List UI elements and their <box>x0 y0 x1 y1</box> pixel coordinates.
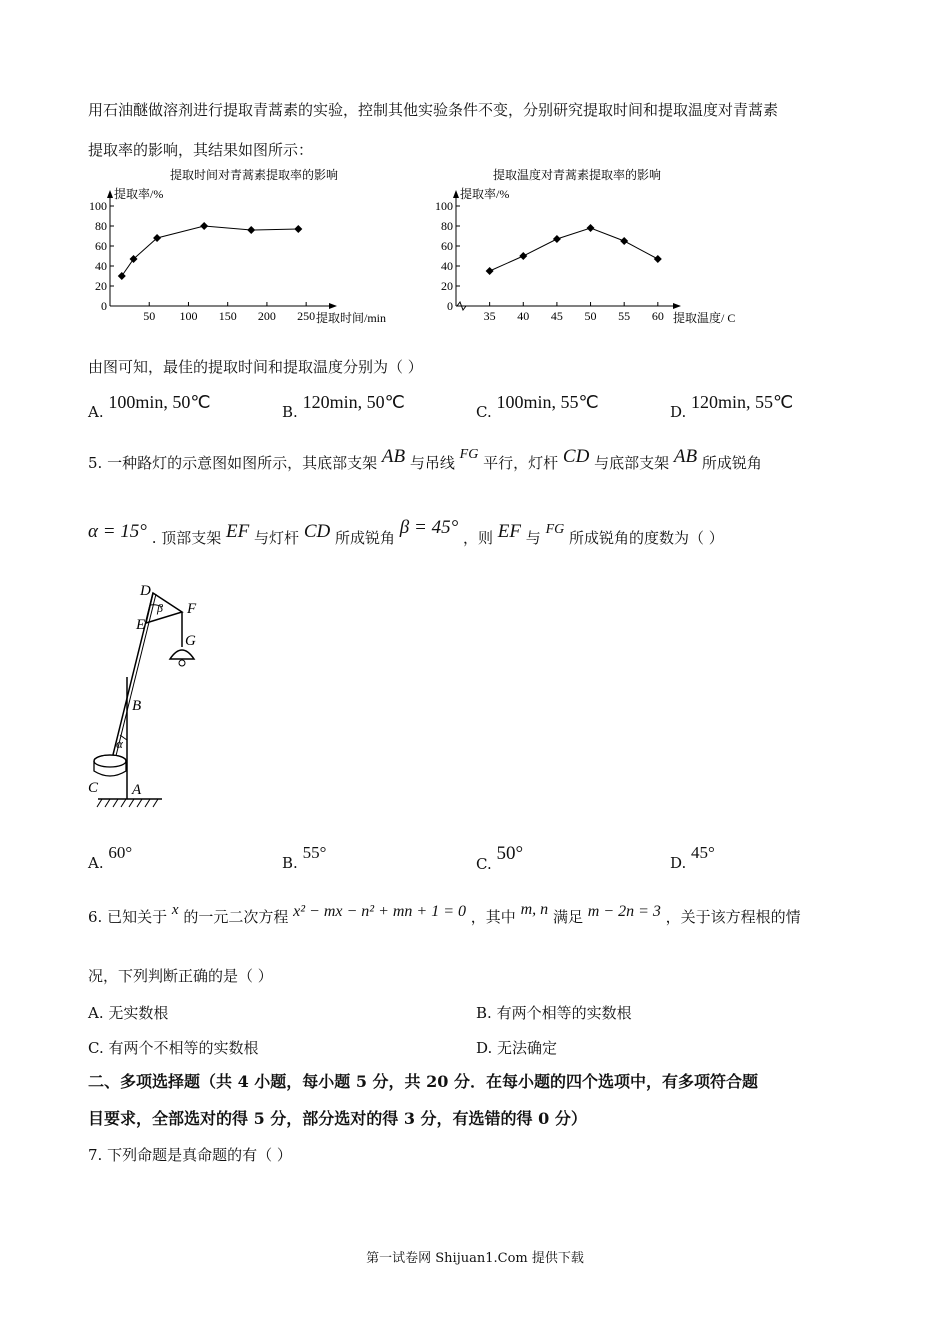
chart1-data-point <box>294 225 302 233</box>
q6-option-d-text: 无法确定 <box>497 1039 558 1057</box>
chart1-x-tick-label: 50 <box>143 309 156 323</box>
fig-label-beta: β <box>157 601 163 615</box>
q6-math-mn: m, n <box>520 901 549 918</box>
q5-text-2e: 与 <box>525 529 541 547</box>
q6-text-1d: 满足 <box>552 908 583 926</box>
q5-text-2d: ，则 <box>462 529 493 547</box>
chart2-x-tick-label: 55 <box>618 309 631 323</box>
chart2-xlabel: 提取温度/ C <box>673 311 736 325</box>
q5-option-b-text: 55° <box>302 843 327 862</box>
q5-option-d <box>670 843 715 872</box>
q6-text-1e: ，关于该方程根的情 <box>665 908 801 926</box>
q6-math-equation: x² − mx − n² + mn + 1 = 0 <box>293 903 467 920</box>
q6-option-b-text: 有两个相等的实数根 <box>496 1004 632 1022</box>
chart1-data-point <box>247 226 255 234</box>
q5-option-c-label: C. <box>476 855 492 873</box>
q5-option-a-label: A. <box>88 854 104 872</box>
q5-text-2f: 所成锐角的度数为（ ） <box>569 529 724 547</box>
q6-option-a <box>88 1002 168 1023</box>
q5-option-d-label: D. <box>670 854 687 872</box>
q4-stem: 由图可知，最佳的提取时间和提取温度分别为（ ） <box>88 358 423 376</box>
chart1-y-tick-label: 40 <box>95 259 107 273</box>
chart2-y-arrow <box>453 190 459 198</box>
chart1-x-tick-label: 250 <box>297 309 316 323</box>
section-2-heading-line-1: 二、多项选择题（共 4 小题，每小题 5 分，共 20 分．在每小题的四个选项中，有多项符合题 <box>88 1072 758 1091</box>
q4-option-b <box>282 392 405 421</box>
chart-extraction-time <box>88 163 418 328</box>
chart2-x-tick-label: 35 <box>483 309 496 323</box>
q5-text-1e: 所成锐角 <box>701 454 762 472</box>
chart1-x-arrow <box>329 303 337 309</box>
q7-stem: 7. 下列命题是真命题的有（ ） <box>88 1146 292 1164</box>
q6-option-c <box>88 1037 259 1058</box>
q6-line-1 <box>88 901 801 927</box>
q4-option-d-label: D. <box>670 403 687 421</box>
q5-text-2b: 与灯杆 <box>254 529 300 547</box>
streetlight-figure <box>80 575 197 810</box>
q6-option-d-label: D. <box>476 1039 493 1057</box>
chart2-y-tick-label: 80 <box>441 219 453 233</box>
q5-math-cd-2: CD <box>303 521 331 542</box>
q5-math-alpha: α = 15° <box>88 521 147 542</box>
q5-math-ab-2: AB <box>673 446 698 467</box>
q5-math-ef: EF <box>226 521 250 542</box>
section-2-heading-line-2: 目要求，全部选对的得 5 分，部分选对的得 3 分，有选错的得 0 分） <box>88 1109 587 1128</box>
q6-math-condition: m − 2n = 3 <box>587 903 661 920</box>
chart2-data-point <box>486 267 494 275</box>
q6-text-1a: 6. 已知关于 <box>88 908 168 926</box>
q5-option-c <box>476 843 524 873</box>
chart2-y-tick-label: 40 <box>441 259 453 273</box>
q4-option-c-text: 100min, 55℃ <box>496 392 599 412</box>
q5-text-1a: 5. 一种路灯的示意图如图所示，其底部支架 <box>88 454 378 472</box>
chart2-data-point <box>553 235 561 243</box>
q4-option-c-label: C. <box>476 403 492 421</box>
q4-option-c <box>476 392 599 421</box>
q6-math-x: x <box>171 902 179 918</box>
q5-option-b <box>282 843 327 872</box>
chart2-data-point <box>519 252 527 260</box>
chart2-data-point <box>654 255 662 263</box>
chart1-xlabel: 提取时间/min <box>316 311 387 325</box>
chart2-x-arrow <box>673 303 681 309</box>
q5-text-2c: 所成锐角 <box>335 529 396 547</box>
q5-option-d-text: 45° <box>691 843 715 862</box>
chart1-y-tick-label: 0 <box>101 299 107 313</box>
chart1-y-tick-label: 100 <box>89 199 107 213</box>
intro-line-1: 用石油醚做溶剂进行提取青蒿素的实验，控制其他实验条件不变，分别研究提取时间和提取温度对青蒿素 <box>88 101 779 119</box>
chart2-ylabel: 提取率/% <box>460 187 510 201</box>
q5-option-b-label: B. <box>282 854 298 872</box>
q4-option-a-text: 100min, 50℃ <box>108 392 211 412</box>
chart1-x-tick-label: 100 <box>179 309 198 323</box>
fig-label-e: E <box>136 617 146 633</box>
q6-option-c-text: 有两个不相等的实数根 <box>108 1039 259 1057</box>
intro-line-2: 提取率的影响，其结果如图所示： <box>88 141 314 159</box>
chart1-data-point <box>200 222 208 230</box>
chart2-data-point <box>587 224 595 232</box>
chart2-y-tick-label: 60 <box>441 239 453 253</box>
q5-math-fg: FG <box>459 447 479 462</box>
fig-label-alpha: α <box>116 736 123 751</box>
q5-math-fg-2: FG <box>545 522 565 537</box>
q6-option-d <box>476 1037 557 1058</box>
q5-math-cd: CD <box>562 446 590 467</box>
chart2-series-line <box>490 228 658 271</box>
fig-label-c: C <box>88 780 99 796</box>
q6-line-2: 况，下列判断正确的是（ ） <box>88 967 273 985</box>
fig-label-d: D <box>140 583 151 599</box>
q6-option-b <box>476 1002 632 1023</box>
chart1-data-point <box>118 272 126 280</box>
q5-option-a <box>88 843 133 872</box>
fig-label-a: A <box>132 782 142 798</box>
page-footer: 第一试卷网 Shijuan1.Com 提供下载 <box>366 1251 584 1266</box>
fig-label-f: F <box>187 601 197 617</box>
chart2-y-tick-label: 100 <box>435 199 453 213</box>
chart1-y-tick-label: 20 <box>95 279 107 293</box>
chart2-y-tick-label: 20 <box>441 279 453 293</box>
q4-option-d <box>670 392 794 421</box>
chart2-x-tick-label: 40 <box>517 309 530 323</box>
q4-option-b-text: 120min, 50℃ <box>302 392 405 412</box>
q6-option-c-label: C. <box>88 1039 104 1057</box>
q5-text-1c: 平行，灯杆 <box>483 454 559 472</box>
q6-text-1c: ，其中 <box>470 908 516 926</box>
q5-option-a-text: 60° <box>108 843 133 862</box>
chart1-title: 提取时间对青蒿素提取率的影响 <box>169 168 339 182</box>
chart1-y-tick-label: 80 <box>95 219 107 233</box>
q4-option-a-label: A. <box>88 403 104 421</box>
chart1-x-tick-label: 200 <box>257 309 276 323</box>
q5-text-1b: 与吊线 <box>409 454 455 472</box>
chart1-y-tick-label: 60 <box>95 239 107 253</box>
q5-line-1 <box>88 446 762 475</box>
chart2-plot <box>435 190 681 323</box>
q5-math-ab: AB <box>381 446 406 467</box>
chart2-x-tick-label: 60 <box>651 309 664 323</box>
chart2-data-point <box>620 237 628 245</box>
q5-math-beta: β = 45° <box>399 517 459 538</box>
chart1-ylabel: 提取率/% <box>114 187 164 201</box>
chart1-plot <box>89 190 337 323</box>
q5-text-1d: 与底部支架 <box>594 454 670 472</box>
q6-text-1b: 的一元二次方程 <box>183 908 289 926</box>
chart2-title: 提取温度对青蒿素提取率的影响 <box>492 168 662 182</box>
chart1-y-arrow <box>107 190 113 198</box>
chart1-x-tick-label: 150 <box>218 309 237 323</box>
chart-extraction-temperature <box>425 163 755 328</box>
chart2-y-tick-label: 0 <box>447 299 453 313</box>
q4-option-b-label: B. <box>282 403 298 421</box>
q5-math-ef-2: EF <box>497 521 521 542</box>
chart1-series-line <box>122 226 299 276</box>
chart2-x-tick-label: 45 <box>550 309 563 323</box>
q4-option-d-text: 120min, 55℃ <box>691 392 794 412</box>
q6-option-a-text: 无实数根 <box>108 1004 169 1022</box>
q6-option-a-label: A. <box>88 1004 104 1022</box>
q4-option-a <box>88 392 211 421</box>
q5-text-2a: . 顶部支架 <box>151 529 222 547</box>
chart2-x-tick-label: 50 <box>584 309 597 323</box>
q5-option-c-text: 50° <box>496 843 524 864</box>
fig-label-b: B <box>132 698 142 714</box>
q5-line-2 <box>88 517 724 550</box>
q6-option-b-label: B. <box>476 1004 492 1022</box>
fig-label-g: G <box>185 633 196 649</box>
